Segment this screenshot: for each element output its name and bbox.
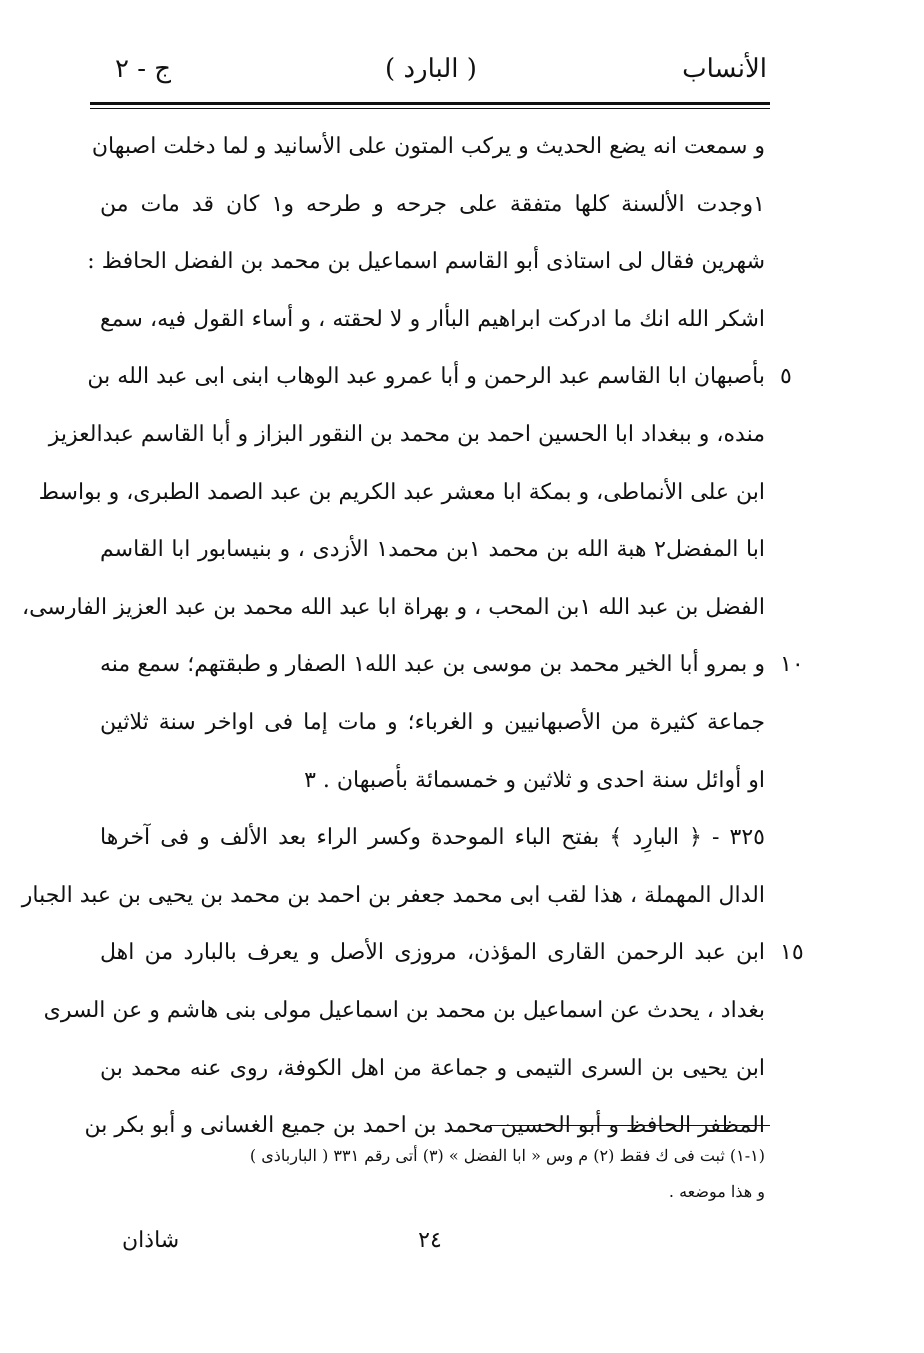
margin-line-number: ٥: [780, 364, 792, 390]
text-line: و سمعت انه يضع الحديث و يركب المتون على الأسانيد و لما دخلت اصبهان: [91, 134, 765, 159]
margin-line-number: ١٥: [780, 940, 804, 966]
text-line: الفضل بن عبد الله ١بن المحب ، و بهراة ابا عبد الله محمد بن عبد العزيز الفارسى،: [21, 594, 765, 620]
footnotes: [100, 1138, 765, 1210]
header-rule-thin: [90, 108, 770, 109]
running-header: [95, 50, 767, 94]
text-line: جماعة كثيرة من الأصبهانيين و الغرباء؛ و مات إما فى اواخر سنة ثلاثين: [100, 709, 765, 735]
entry-heading: ( البارد ): [385, 54, 477, 84]
text-line: بأصبهان ابا القاسم عبد الرحمن و أبا عمرو عبد الوهاب ابنى ابى عبد الله بن: [87, 364, 765, 390]
text-line: شهرين فقال لى استاذى أبو القاسم اسماعيل بن محمد بن الفضل الحافظ :: [87, 249, 765, 275]
text-line: ابا المفضل٢ هبة الله بن محمد ١بن محمد١ الأزدى ، و بنيسابور ابا القاسم: [100, 537, 765, 563]
footnote-line: (١-١) ثبت فى ك فقط (٢) م وس « ابا الفضل » (٣) أتى رقم ٣٣١ ( البارباذى ): [249, 1146, 765, 1165]
text-line: منده، و ببغداد ابا الحسين احمد بن محمد بن النقور البزاز و أبا القاسم عبدالعزيز: [48, 421, 765, 447]
text-line: و بمرو أبا الخير محمد بن موسى بن عبد الله١ الصفار و طبقتهم؛ سمع منه: [100, 652, 765, 678]
header-rule-thick: [90, 102, 770, 105]
text-line: بغداد ، يحدث عن اسماعيل بن محمد بن اسماعيل مولى بنى هاشم و عن السرى: [43, 997, 765, 1023]
text-line: ابن عبد الرحمن القارى المؤذن، مروزى الأصل و يعرف بالبارد من اهل: [100, 940, 765, 966]
margin-line-number: ١٠: [780, 652, 804, 678]
text-line: الدال المهملة ، هذا لقب ابى محمد جعفر بن احمد بن محمد بن يحيى بن عبد الجبار: [21, 882, 765, 908]
text-line: او أوائل سنة احدى و ثلاثين و خمسمائة بأصبهان . ٣: [304, 767, 765, 793]
footnote-rule: [490, 1125, 770, 1126]
signature-mark: شاذان: [122, 1228, 180, 1253]
text-line: ٣٢٥ - ﴿ البارِد ﴾ بفتح الباء الموحدة وكسر الراء بعد الألف و فى آخرها: [100, 825, 765, 851]
text-line: المظفر الحافظ و أبو الحسين محمد بن احمد بن جميع الغسانى و أبو بكر بن: [84, 1113, 765, 1139]
main-text: [21, 118, 766, 1155]
text-line: ابن على الأنماطى، و بمكة ابا معشر عبد الكريم بن عبد الصمد الطبرى، و بواسط: [38, 479, 765, 505]
text-line: ابن يحيى بن السرى التيمى و جماعة من اهل الكوفة، روى عنه محمد بن: [100, 1055, 765, 1081]
text-line: اشكر الله انك ما ادركت ابراهيم البأار و لا لحقته ، و أساء القول فيه، سمع: [100, 306, 766, 332]
text-line: ١وجدت الألسنة كلها متفقة على جرحه و طرحه و١ كان قد مات من: [100, 191, 765, 217]
footnote-line: و هذا موضعه .: [668, 1182, 765, 1201]
volume-label: ج - ٢: [115, 54, 172, 84]
book-title: الأنساب: [682, 54, 767, 84]
page-number: ٢٤: [418, 1228, 442, 1253]
